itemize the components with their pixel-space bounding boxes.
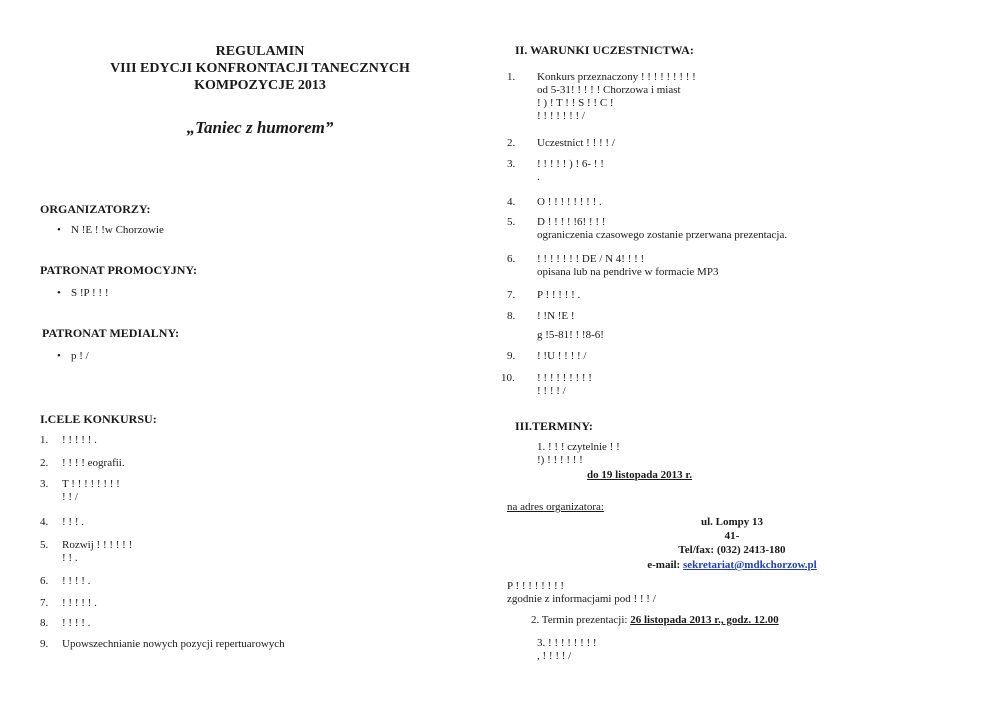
list-item: 2. ! ! ! ! eografii. xyxy=(40,457,125,469)
email-label: e-mail: xyxy=(647,559,681,571)
list-item-continuation: ! ! ! ! ! ! ! / xyxy=(537,110,585,122)
list-item: 5. D ! ! ! ! !6! ! ! ! xyxy=(507,216,606,228)
email-link[interactable]: sekretariat@mdkchorzow.pl xyxy=(682,559,817,571)
list-item-continuation: opisana lub na pendrive w formacie MP3 xyxy=(537,266,719,278)
list-item-continuation: ! ! / xyxy=(62,491,78,503)
list-item: 1. ! ! ! ! ! . xyxy=(40,434,97,446)
list-item: 6. ! ! ! ! . xyxy=(40,575,91,587)
terms-heading: III.TERMINY: xyxy=(515,419,593,433)
media-heading: PATRONAT MEDIALNY: xyxy=(42,326,180,340)
list-item: 7. ! ! ! ! ! . xyxy=(40,597,97,609)
list-item-continuation: g !5-81! ! !8-6! xyxy=(537,329,604,341)
address-label: na adres organizatora: xyxy=(507,501,604,513)
list-item: 2. Uczestnict ! ! ! ! / xyxy=(507,137,615,149)
list-item: 4. ! ! ! . xyxy=(40,516,84,528)
list-item: 7. P ! ! ! ! ! . xyxy=(507,289,581,301)
list-item-continuation: od 5-31! ! ! ! ! Chorzowa i miast xyxy=(537,84,681,96)
list-item: 5. Rozwij ! ! ! ! ! ! xyxy=(40,539,133,551)
list-item: 4. O ! ! ! ! ! ! ! ! . xyxy=(507,196,602,208)
list-item: 8. ! ! ! ! . xyxy=(40,617,91,629)
list-item: 8. ! !N !E ! xyxy=(507,310,575,322)
list-item: 9. ! !U ! ! ! ! / xyxy=(507,350,587,362)
after-address-line-2: zgodnie z informacjami pod ! ! ! / xyxy=(507,593,656,605)
list-item: 1. Konkurs przeznaczony ! ! ! ! ! ! ! ! ! xyxy=(507,71,696,83)
term-1-deadline: do 19 listopada 2013 r. xyxy=(587,469,693,481)
address-city: 41- xyxy=(724,530,740,542)
address-street: ul. Lompy 13 xyxy=(700,516,764,528)
list-item-continuation: ograniczenia czasowego zostanie przerwana prezentacja. xyxy=(537,229,788,241)
document-title-line-2: VIII EDYCJI KONFRONTACJI TANECZNYCH xyxy=(110,61,410,76)
term-1-line-2: !) ! ! ! ! ! ! xyxy=(537,454,583,466)
address-phone: Tel/fax: (032) 2413-180 xyxy=(678,544,786,556)
term-2-value: 26 listopada 2013 r., godz. 12.00 xyxy=(630,614,779,626)
list-item-continuation: . xyxy=(537,171,540,183)
after-address-line-1: P ! ! ! ! ! ! ! ! xyxy=(507,580,565,592)
list-item-continuation: ! ) ! T ! ! S ! ! C ! xyxy=(537,97,614,109)
list-item: 3. ! ! ! ! ! ) ! 6- ! ! xyxy=(507,158,604,170)
term-3-line-1: 3. ! ! ! ! ! ! ! ! xyxy=(537,637,597,649)
list-item: 3. T ! ! ! ! ! ! ! ! xyxy=(40,478,120,490)
term-2-label: 2. Termin prezentacji: xyxy=(531,614,628,626)
document-subtitle: „Taniec z humorem” xyxy=(186,118,334,137)
document-title-line-3: KOMPOZYCJE 2013 xyxy=(194,78,326,93)
term-1-line-1: 1. ! ! ! czytelnie ! ! xyxy=(537,441,620,453)
promo-item: • S !P ! ! ! xyxy=(71,287,108,300)
list-item: 10. ! ! ! ! ! ! ! ! ! xyxy=(501,372,592,384)
document-title-line-1: REGULAMIN xyxy=(215,44,305,59)
goals-heading: I.CELE KONKURSU: xyxy=(40,412,157,426)
promo-heading: PATRONAT PROMOCYJNY: xyxy=(40,263,197,277)
list-item-continuation: ! ! ! ! / xyxy=(537,385,566,397)
list-item-continuation: ! ! . xyxy=(62,552,78,564)
term-3-line-2: , ! ! ! ! / xyxy=(537,650,572,662)
term-2 xyxy=(531,614,779,627)
organizers-heading: ORGANIZATORZY: xyxy=(40,202,151,216)
conditions-heading: II. WARUNKI UCZESTNICTWA: xyxy=(515,43,694,57)
organizers-item: • N !E ! !w Chorzowie xyxy=(71,224,164,237)
list-item: 9. Upowszechnianie nowych pozycji repertuarowych xyxy=(40,638,285,650)
list-item: 6. ! ! ! ! ! ! ! DE / N 4! ! ! ! xyxy=(507,253,645,265)
address-email xyxy=(507,559,957,572)
media-item: • p ! / xyxy=(71,350,89,363)
